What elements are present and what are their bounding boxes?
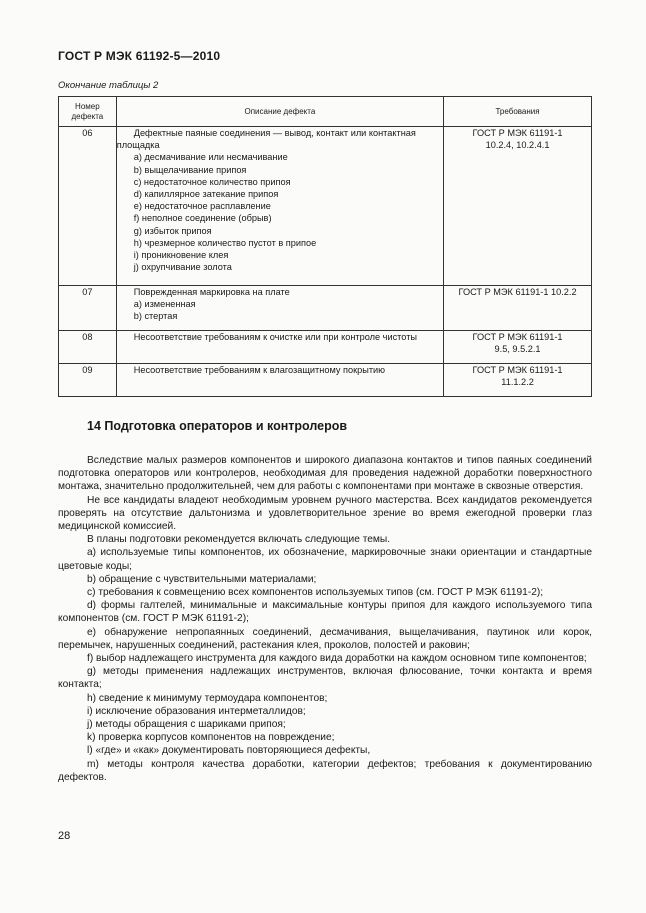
table-row — [59, 364, 592, 397]
defects-table — [58, 96, 592, 397]
page-number: 28 — [58, 830, 71, 842]
body-paragraph: l) «где» и «как» документировать повторяющиеся дефекты, — [87, 745, 371, 757]
defect-description-main: Дефектные паяные соединения — вывод, контакт или контактная площадка — [116, 128, 416, 151]
defect-subitem: h) чрезмерное количество пустот в припое — [133, 237, 317, 248]
requirement-line: ГОСТ Р МЭК 61191-1 — [472, 332, 563, 342]
body-paragraph: b) обращение с чувствительными материалами; — [87, 573, 317, 585]
table-header-row — [59, 97, 592, 127]
column-header-requirements: Требования — [444, 97, 592, 127]
defect-subitem: j) охрупчивание золота — [133, 262, 232, 273]
section-body — [58, 446, 592, 784]
body-paragraph: В планы подготовки рекомендуется включать следующие темы. — [87, 534, 391, 546]
document-header: ГОСТ Р МЭК 61192-5—2010 — [58, 49, 221, 63]
defect-subitem: a) десмачивание или несмачивание — [133, 152, 288, 163]
table-row — [59, 286, 592, 331]
table-row — [59, 331, 592, 364]
body-paragraph: Вследствие малых размеров компонентов и широкого диапазона контактов и типов паяных соединений подготовка операторов или контролеров, необходимая для проведения надежной доработки поверхностного монтажа, значительно продолжительней, чем для работы с компонентами при монтаже в сквозные отверстия. — [58, 455, 592, 493]
body-paragraph: k) проверка корпусов компонентов на повреждение; — [87, 732, 335, 744]
body-paragraph: j) методы обращения с шариками припоя; — [87, 719, 286, 731]
body-paragraph: a) используемые типы компонентов, их обозначение, маркировочные знаки ориентации и стандартные цветовые коды; — [58, 547, 592, 572]
body-paragraph: i) исключение образования интерметаллидов; — [87, 705, 306, 717]
defect-subitem: f) неполное соединение (обрыв) — [133, 213, 272, 224]
defect-subitem: b) выщелачивание припоя — [133, 164, 247, 175]
section-title: 14 Подготовка операторов и контролеров — [87, 419, 348, 433]
defect-description — [116, 364, 443, 397]
defect-description-main: Несоответствие требованиям к очистке или при контроле чистоты — [133, 332, 418, 342]
defect-subitem: b) стертая — [133, 311, 178, 322]
column-header-description: Описание дефекта — [116, 97, 443, 127]
body-paragraph: c) требования к совмещению всех компонентов используемых типов (см. ГОСТ Р МЭК 61191-2); — [87, 587, 544, 599]
body-paragraph: g) методы применения надлежащих инструментов, включая флюсование, точки контакта и время контакта; — [58, 666, 592, 691]
defect-subitem: i) проникновение клея — [133, 250, 229, 261]
column-header-number: Номер дефекта — [59, 97, 117, 127]
body-paragraph: m) методы контроля качества доработки, категории дефектов; требования к документированию дефектов. — [58, 758, 592, 783]
defect-requirements — [444, 127, 592, 286]
defect-description-main: Поврежденная маркировка на плате — [133, 287, 290, 297]
defect-subitem: d) капиллярное затекание припоя — [133, 189, 279, 200]
defect-description — [116, 286, 443, 331]
defect-number: 07 — [59, 286, 117, 331]
body-paragraph: f) выбор надлежащего инструмента для каждого вида доработки на каждом основном типе компонентов; — [87, 653, 587, 665]
defect-subitem: e) недостаточное расплавление — [133, 201, 271, 212]
body-paragraph: d) формы галтелей, минимальные и максимальные контуры припоя для каждого используемого типа компонентов (см. ГОСТ Р МЭК 61191-2); — [58, 600, 592, 625]
table-row — [59, 127, 592, 286]
defect-number: 06 — [59, 127, 117, 286]
defect-subitem: a) измененная — [133, 299, 196, 310]
requirement-line: 11.1.2.2 — [501, 377, 534, 388]
defect-subitem: c) недостаточное количество припоя — [133, 176, 291, 187]
defect-description — [116, 331, 443, 364]
table-caption: Окончание таблицы 2 — [58, 80, 159, 91]
defect-requirements — [444, 286, 592, 331]
requirement-line: 9.5, 9.5.2.1 — [494, 344, 541, 355]
defect-subitem: g) избыток припоя — [133, 225, 212, 236]
requirement-line: ГОСТ Р МЭК 61191-1 — [472, 365, 563, 375]
defect-description — [116, 127, 443, 286]
body-paragraph: h) сведение к минимуму термоудара компонентов; — [87, 692, 328, 704]
body-paragraph: e) обнаружение непропаянных соединений, десмачивания, выщелачивания, паутинок или корок, перемычек, нарушенных соединений, растекания клея, проколов, полостей и раковин; — [58, 626, 592, 651]
defect-requirements — [444, 364, 592, 397]
defect-requirements — [444, 331, 592, 364]
defect-description-main: Несоответствие требованиям к влагозащитному покрытию — [133, 365, 386, 375]
requirement-line: ГОСТ Р МЭК 61191-1 — [472, 128, 563, 138]
requirement-line: ГОСТ Р МЭК 61191-1 10.2.2 — [458, 287, 577, 297]
defect-number: 09 — [59, 364, 117, 397]
body-paragraph: Не все кандидаты владеют необходимым уровнем ручного мастерства. Всех кандидатов рекомендуется проверять на отсутствие дальтонизма и удовлетворительное зрение во время ежегодной проверки глаз медицинской комиссией. — [58, 494, 592, 533]
requirement-line: 10.2.4, 10.2.4.1 — [485, 140, 550, 151]
defect-number: 08 — [59, 331, 117, 364]
